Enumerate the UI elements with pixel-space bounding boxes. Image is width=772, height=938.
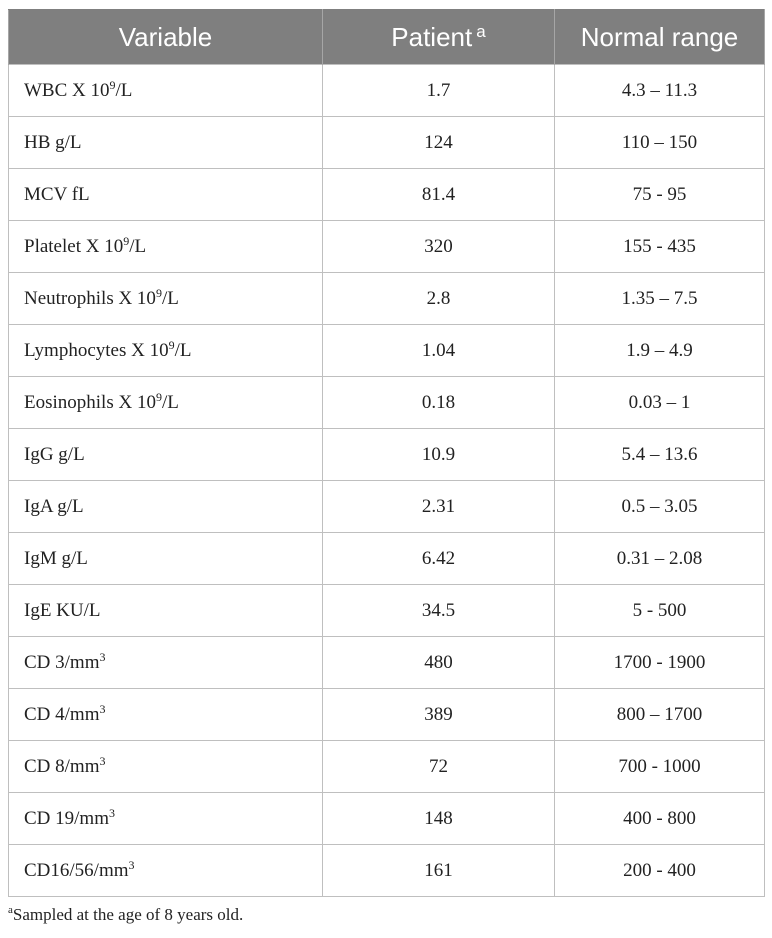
header-variable — [9, 10, 323, 65]
header-patient-footnote-marker: a — [476, 21, 486, 41]
variable-name: MCV fL — [24, 183, 90, 205]
variable-exponent: 3 — [99, 701, 106, 716]
table-row — [9, 845, 765, 897]
variable-name: Neutrophils X 10 — [24, 287, 156, 309]
variable-name: IgM g/L — [24, 547, 88, 569]
cell-patient-value: 34.5 — [323, 585, 555, 637]
table-header — [9, 10, 765, 65]
cell-normal-range: 155 - 435 — [555, 221, 765, 273]
cell-patient-value: 81.4 — [323, 169, 555, 221]
variable-name: HB g/L — [24, 131, 82, 153]
table-row — [9, 585, 765, 637]
variable-exponent: 3 — [99, 753, 106, 768]
cell-normal-range: 0.03 – 1 — [555, 377, 765, 429]
variable-exponent: 3 — [128, 857, 135, 872]
table-row — [9, 325, 765, 377]
cell-variable — [9, 845, 323, 897]
cell-variable — [9, 429, 323, 481]
variable-exponent: 9 — [109, 77, 116, 92]
cell-patient-value: 1.04 — [323, 325, 555, 377]
cell-normal-range: 400 - 800 — [555, 793, 765, 845]
cell-variable — [9, 221, 323, 273]
cell-variable — [9, 273, 323, 325]
variable-unit: /L — [115, 79, 133, 101]
variable-name: CD16/56/mm — [24, 859, 129, 881]
header-normal-range-label: Normal range — [580, 21, 739, 52]
variable-unit: /L — [174, 339, 192, 361]
lab-results-table-container — [8, 9, 764, 897]
cell-variable — [9, 689, 323, 741]
cell-variable — [9, 741, 323, 793]
table-row — [9, 481, 765, 533]
cell-normal-range: 4.3 – 11.3 — [555, 65, 765, 117]
header-patient — [323, 10, 555, 65]
table-row — [9, 117, 765, 169]
table-row — [9, 169, 765, 221]
cell-patient-value: 6.42 — [323, 533, 555, 585]
cell-variable — [9, 65, 323, 117]
footnote-marker: a — [8, 904, 13, 916]
variable-name: IgA g/L — [24, 495, 84, 517]
header-row — [9, 10, 765, 65]
cell-patient-value: 0.18 — [323, 377, 555, 429]
variable-name: Lymphocytes X 10 — [24, 339, 169, 361]
variable-name: Platelet X 10 — [24, 235, 124, 257]
cell-patient-value: 124 — [323, 117, 555, 169]
cell-patient-value: 389 — [323, 689, 555, 741]
cell-patient-value: 480 — [323, 637, 555, 689]
header-patient-label: Patient — [391, 21, 473, 52]
table-row — [9, 689, 765, 741]
cell-normal-range: 5.4 – 13.6 — [555, 429, 765, 481]
table-row — [9, 429, 765, 481]
cell-variable — [9, 169, 323, 221]
cell-patient-value: 320 — [323, 221, 555, 273]
variable-name: CD 4/mm — [24, 703, 100, 725]
cell-normal-range: 700 - 1000 — [555, 741, 765, 793]
cell-patient-value: 2.31 — [323, 481, 555, 533]
cell-patient-value: 10.9 — [323, 429, 555, 481]
variable-unit: /L — [161, 287, 179, 309]
cell-variable — [9, 637, 323, 689]
variable-name: IgG g/L — [24, 443, 85, 465]
table-row — [9, 637, 765, 689]
cell-variable — [9, 117, 323, 169]
table-row — [9, 741, 765, 793]
table-row — [9, 273, 765, 325]
cell-normal-range: 200 - 400 — [555, 845, 765, 897]
variable-name: IgE KU/L — [24, 599, 101, 621]
table-row — [9, 65, 765, 117]
table-body — [9, 65, 765, 897]
cell-normal-range: 110 – 150 — [555, 117, 765, 169]
cell-variable — [9, 481, 323, 533]
cell-normal-range: 1.9 – 4.9 — [555, 325, 765, 377]
header-normal-range — [555, 10, 765, 65]
variable-exponent: 9 — [155, 285, 162, 300]
table-row — [9, 793, 765, 845]
cell-variable — [9, 793, 323, 845]
cell-variable — [9, 377, 323, 429]
variable-exponent: 9 — [155, 389, 162, 404]
cell-patient-value: 2.8 — [323, 273, 555, 325]
cell-normal-range: 75 - 95 — [555, 169, 765, 221]
cell-normal-range: 1700 - 1900 — [555, 637, 765, 689]
cell-variable — [9, 585, 323, 637]
cell-patient-value: 161 — [323, 845, 555, 897]
table-footnote — [8, 905, 243, 925]
table-row — [9, 377, 765, 429]
variable-exponent: 3 — [108, 805, 115, 820]
variable-name: Eosinophils X 10 — [24, 391, 156, 413]
footnote-text: Sampled at the age of 8 years old. — [12, 905, 244, 924]
header-variable-label: Variable — [118, 21, 213, 52]
variable-name: CD 8/mm — [24, 755, 100, 777]
cell-patient-value: 72 — [323, 741, 555, 793]
table-row — [9, 533, 765, 585]
cell-variable — [9, 533, 323, 585]
variable-name: CD 19/mm — [24, 807, 109, 829]
cell-normal-range: 5 - 500 — [555, 585, 765, 637]
variable-exponent: 9 — [123, 233, 130, 248]
cell-normal-range: 1.35 – 7.5 — [555, 273, 765, 325]
cell-patient-value: 148 — [323, 793, 555, 845]
cell-patient-value: 1.7 — [323, 65, 555, 117]
cell-normal-range: 0.31 – 2.08 — [555, 533, 765, 585]
variable-unit: /L — [161, 391, 179, 413]
variable-exponent: 3 — [99, 649, 106, 664]
cell-normal-range: 800 – 1700 — [555, 689, 765, 741]
cell-normal-range: 0.5 – 3.05 — [555, 481, 765, 533]
variable-exponent: 9 — [168, 337, 175, 352]
variable-name: CD 3/mm — [24, 651, 100, 673]
cell-variable — [9, 325, 323, 377]
table-row — [9, 221, 765, 273]
variable-unit: /L — [129, 235, 147, 257]
variable-name: WBC X 10 — [24, 79, 110, 101]
lab-results-table — [8, 9, 765, 897]
